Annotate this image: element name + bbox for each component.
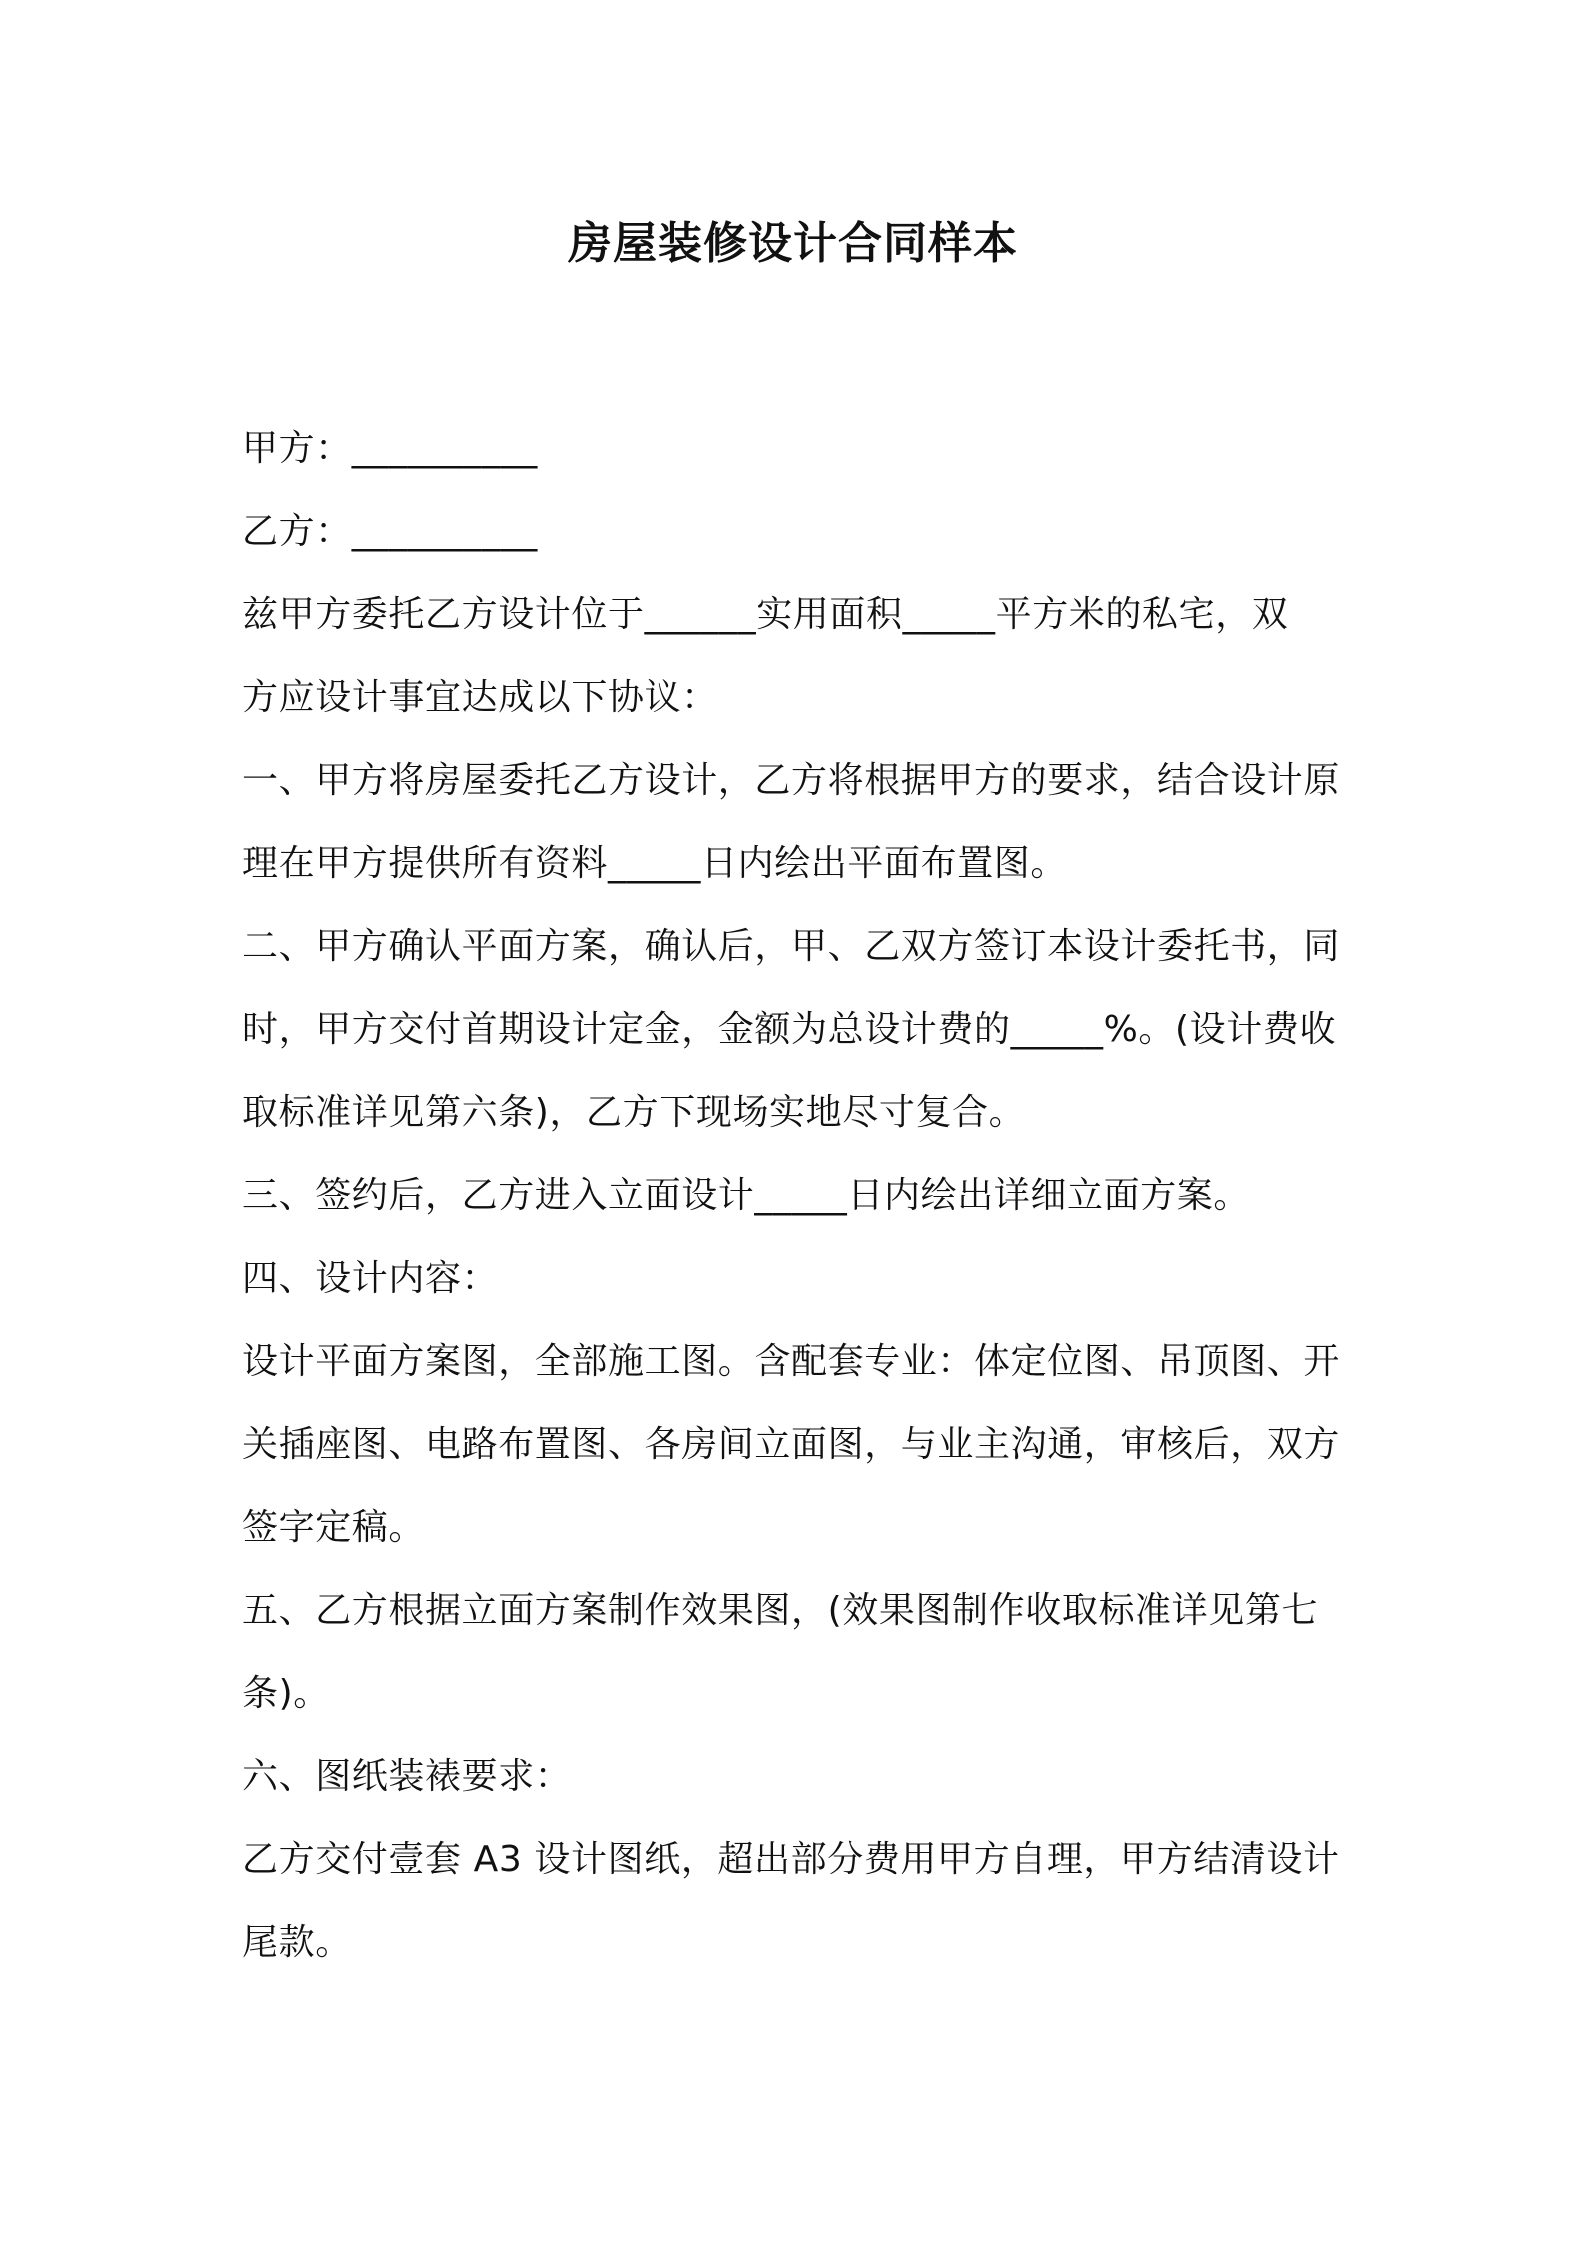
clause-3-line: 三、签约后，乙方进入立面设计_____日内绘出详细立面方案。 (242, 1175, 1251, 1216)
clause-1-line-1: 一、甲方将房屋委托乙方设计，乙方将根据甲方的要求，结合设计原 (242, 760, 1341, 801)
clause-2-line-1: 二、甲方确认平面方案，确认后，甲、乙双方签订本设计委托书，同 (242, 926, 1341, 967)
clause-2-line-3: 取标准详见第六条)，乙方下现场实地尽寸复合。 (242, 1092, 1026, 1133)
clause-5-line-1: 五、乙方根据立面方案制作效果图，(效果图制作收取标准详见第七 (242, 1590, 1319, 1631)
party-a-line: 甲方：__________ (242, 428, 538, 469)
clause-4-heading: 四、设计内容： (242, 1258, 499, 1299)
clause-4-line-3: 签字定稿。 (242, 1507, 426, 1548)
document-body (242, 407, 1354, 1984)
clause-4-line-1: 设计平面方案图，全部施工图。含配套专业：体定位图、吊顶图、开 (242, 1341, 1341, 1382)
intro-line-2: 方应设计事宜达成以下协议： (242, 677, 718, 718)
clause-1-line-2: 理在甲方提供所有资料_____日内绘出平面布置图。 (242, 843, 1068, 884)
clause-6-line-2: 尾款。 (242, 1922, 352, 1963)
clause-6-heading: 六、图纸装裱要求： (242, 1756, 572, 1797)
party-b-line: 乙方：__________ (242, 511, 538, 552)
clause-5-line-2: 条)。 (242, 1673, 330, 1714)
document-title: 房屋装修设计合同样本 (568, 218, 1018, 269)
clause-4-line-2: 关插座图、电路布置图、各房间立面图，与业主沟通，审核后，双方 (242, 1424, 1341, 1465)
intro-line-1: 兹甲方委托乙方设计位于______实用面积_____平方米的私宅，双 (242, 594, 1289, 635)
clause-2-line-2: 时，甲方交付首期设计定金，金额为总设计费的_____%。(设计费收 (242, 1009, 1337, 1050)
clause-6-line-1: 乙方交付壹套 A3 设计图纸，超出部分费用甲方自理，甲方结清设计 (242, 1839, 1340, 1880)
